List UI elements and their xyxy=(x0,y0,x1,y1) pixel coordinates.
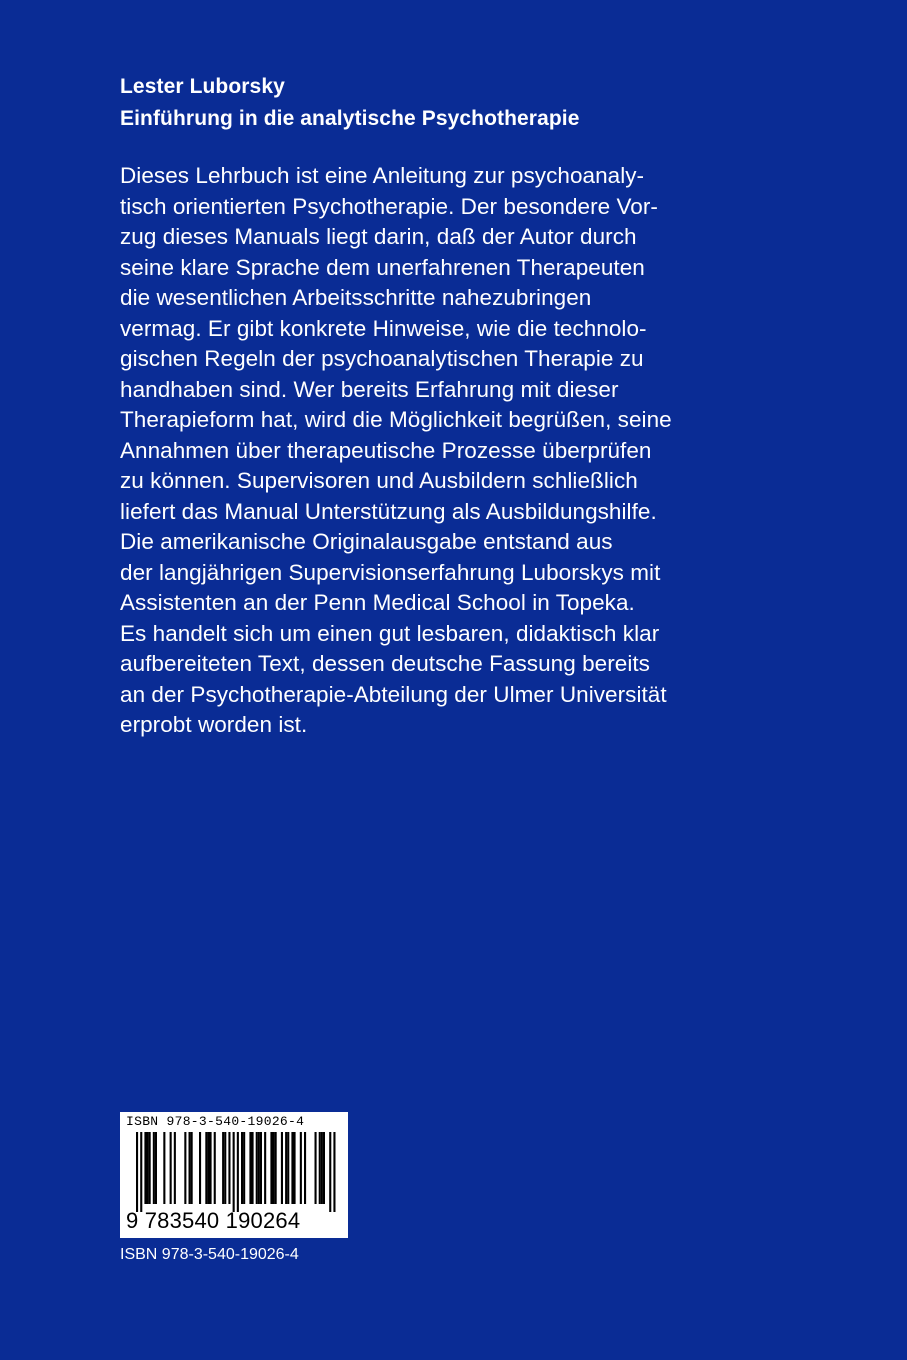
blurb-line: seine klare Sprache dem unerfahrenen Therapeuten xyxy=(120,254,645,280)
barcode-guard-bar xyxy=(333,1132,335,1212)
blurb-line: an der Psychotherapie-Abteilung der Ulmer Universität xyxy=(120,681,667,707)
blurb-line: liefert das Manual Unterstützung als Ausbildungshilfe. xyxy=(120,498,657,524)
barcode-bar xyxy=(199,1132,201,1204)
barcode-bar xyxy=(174,1132,176,1204)
blurb-line: aufbereiteten Text, dessen deutsche Fassung bereits xyxy=(120,651,650,676)
barcode-bar xyxy=(205,1132,207,1204)
barcode-bar xyxy=(241,1132,243,1204)
barcode-bar xyxy=(291,1132,293,1204)
barcode-bar xyxy=(147,1132,149,1204)
barcode-bar xyxy=(256,1132,258,1204)
barcode-bar xyxy=(155,1132,157,1204)
barcode-bar xyxy=(323,1132,325,1204)
blurb-line: gischen Regeln der psychoanalytischen Therapie zu xyxy=(120,346,644,371)
blurb-line: der langjährigen Supervisionserfahrung Luborskys mit xyxy=(120,559,661,585)
barcode-guard-bar xyxy=(140,1132,142,1212)
barcode-bar xyxy=(224,1132,226,1204)
barcode-digits: 9 783540 190264 xyxy=(126,1208,301,1233)
barcode-bars xyxy=(128,1132,340,1212)
blurb-line: zu können. Supervisoren und Ausbildern schließlich xyxy=(120,468,638,493)
barcode-bar xyxy=(260,1132,262,1204)
blurb-line: Assistenten an der Penn Medical School in Topeka. xyxy=(120,590,635,615)
barcode-bar xyxy=(273,1132,275,1204)
blurb-line: vermag. Er gibt konkrete Hinweise, wie die technolo- xyxy=(120,315,647,341)
blurb-line: die wesentlichen Arbeitsschritte nahezubringen xyxy=(120,285,592,310)
barcode-bar xyxy=(249,1132,251,1204)
barcode-bar xyxy=(275,1132,277,1204)
barcode-bar xyxy=(287,1132,289,1204)
barcode-isbn-text: ISBN 978-3-540-19026-4 xyxy=(126,1114,305,1129)
blurb-line: Annahmen über therapeutische Prozesse überprüfen xyxy=(120,437,652,463)
barcode-bar xyxy=(222,1132,224,1204)
barcode-bar xyxy=(304,1132,306,1204)
blurb-line: Dieses Lehrbuch ist eine Anleitung zur psychoanaly- xyxy=(120,163,645,188)
barcode-bar xyxy=(170,1132,172,1204)
barcode-bar xyxy=(184,1132,186,1204)
barcode-bar xyxy=(285,1132,287,1204)
blurb-line: Therapieform hat, wird die Möglichkeit begrüßen, seine xyxy=(120,407,672,432)
barcode-bar xyxy=(252,1132,254,1204)
barcode-bar xyxy=(210,1132,212,1204)
barcode-guard-bar xyxy=(136,1132,138,1212)
barcode-guard-bar xyxy=(233,1132,235,1212)
barcode-bar xyxy=(243,1132,245,1204)
barcode-bar xyxy=(214,1132,216,1204)
barcode-bar xyxy=(321,1132,323,1204)
barcode-bar xyxy=(258,1132,260,1204)
barcode-bar xyxy=(228,1132,230,1204)
barcode-bar xyxy=(163,1132,165,1204)
barcode-bar xyxy=(153,1132,155,1204)
author-name: Lester Luborsky xyxy=(120,75,285,98)
blurb-line: erprobt worden ist. xyxy=(120,712,308,737)
barcode-bar xyxy=(315,1132,317,1204)
barcode-bar xyxy=(191,1132,193,1204)
blurb-text xyxy=(120,161,800,741)
book-header xyxy=(120,71,820,135)
blurb-line: tisch orientierten Psychotherapie. Der besondere Vor- xyxy=(120,193,658,219)
barcode-guard-bar xyxy=(329,1132,331,1212)
barcode-bar xyxy=(149,1132,151,1204)
barcode-guard-bar xyxy=(237,1132,239,1212)
barcode-bar xyxy=(300,1132,302,1204)
barcode-bar xyxy=(270,1132,272,1204)
barcode-bar xyxy=(319,1132,321,1204)
barcode-bar xyxy=(144,1132,146,1204)
barcode-bar xyxy=(294,1132,296,1204)
barcode-bar xyxy=(281,1132,283,1204)
blurb-line: zug dieses Manuals liegt darin, daß der Autor durch xyxy=(120,224,637,249)
blurb-line: Die amerikanische Originalausgabe entstand aus xyxy=(120,529,613,554)
barcode-bar xyxy=(264,1132,266,1204)
blurb-line: handhaben sind. Wer bereits Erfahrung mit dieser xyxy=(120,376,619,402)
barcode-bar xyxy=(189,1132,191,1204)
barcode-label xyxy=(120,1112,348,1238)
isbn-number: ISBN 978-3-540-19026-4 xyxy=(120,1246,299,1263)
barcode-bar xyxy=(207,1132,209,1204)
blurb-line: Es handelt sich um einen gut lesbaren, didaktisch klar xyxy=(120,620,660,646)
book-title: Einführung in die analytische Psychotherapie xyxy=(120,107,580,130)
